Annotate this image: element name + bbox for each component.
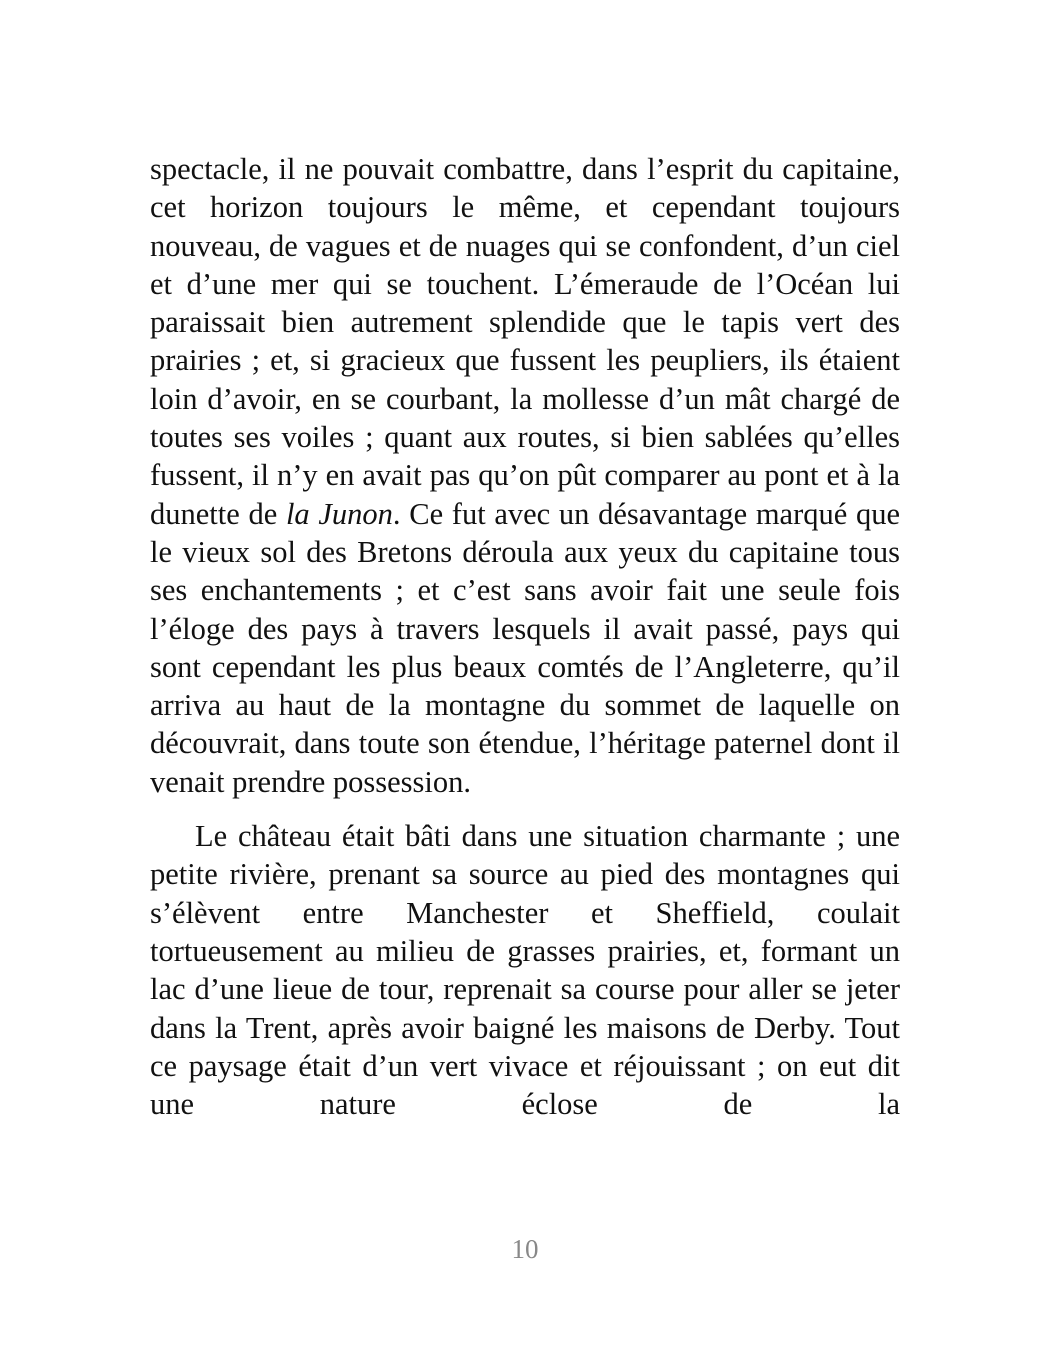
- paragraph-1: [150, 150, 900, 801]
- ship-name-italic: la Junon: [285, 496, 393, 531]
- page-body: [150, 150, 900, 1123]
- paragraph-1-text-b: . Ce fut avec un désavantage marqué que le vieux sol des Bretons déroula aux yeux du capitaine tous ses enchantements ; et c’est sans avoir fait une seule fois l’éloge des pays à travers lesquels il avait passé, pays qui sont cependant les plus beaux comtés de l’Angleterre, qu’il arriva au haut de la montagne du sommet de laquelle on découvrait, dans toute son étendue, l’héritage paternel dont il venait prendre possession.: [150, 496, 901, 799]
- paragraph-1-text-a: spectacle, il ne pouvait combattre, dans l’esprit du capitaine, cet horizon toujours le même, et cependant toujours nouveau, de vagues et de nuages qui se confondent, d’un ciel et d’une mer qui se touchent. L’émeraude de l’Océan lui paraissait bien autrement splendide que le tapis vert des prairies ; et, si gracieux que fussent les peupliers, ils étaient loin d’avoir, en se courbant, la mollesse d’un mât chargé de toutes ses voiles ; quant aux routes, si bien sablées qu’elles fussent, il n’y en avait pas qu’on pût comparer au pont et à la dunette de: [150, 152, 900, 531]
- page-number: 10: [511, 1234, 539, 1264]
- paragraph-2: Le château était bâti dans une situation charmante ; une petite rivière, prenant sa source au pied des montagnes qui s’élèvent entre Manchester et Sheffield, coulait tortueusement au milieu de grasses prairies, et, formant un lac d’une lieue de tour, reprenait sa course pour aller se jeter dans la Trent, après avoir baigné les maisons de Derby. Tout ce paysage était d’un vert vivace et réjouissant ; on eut dit une nature éclose de la: [150, 819, 900, 1122]
